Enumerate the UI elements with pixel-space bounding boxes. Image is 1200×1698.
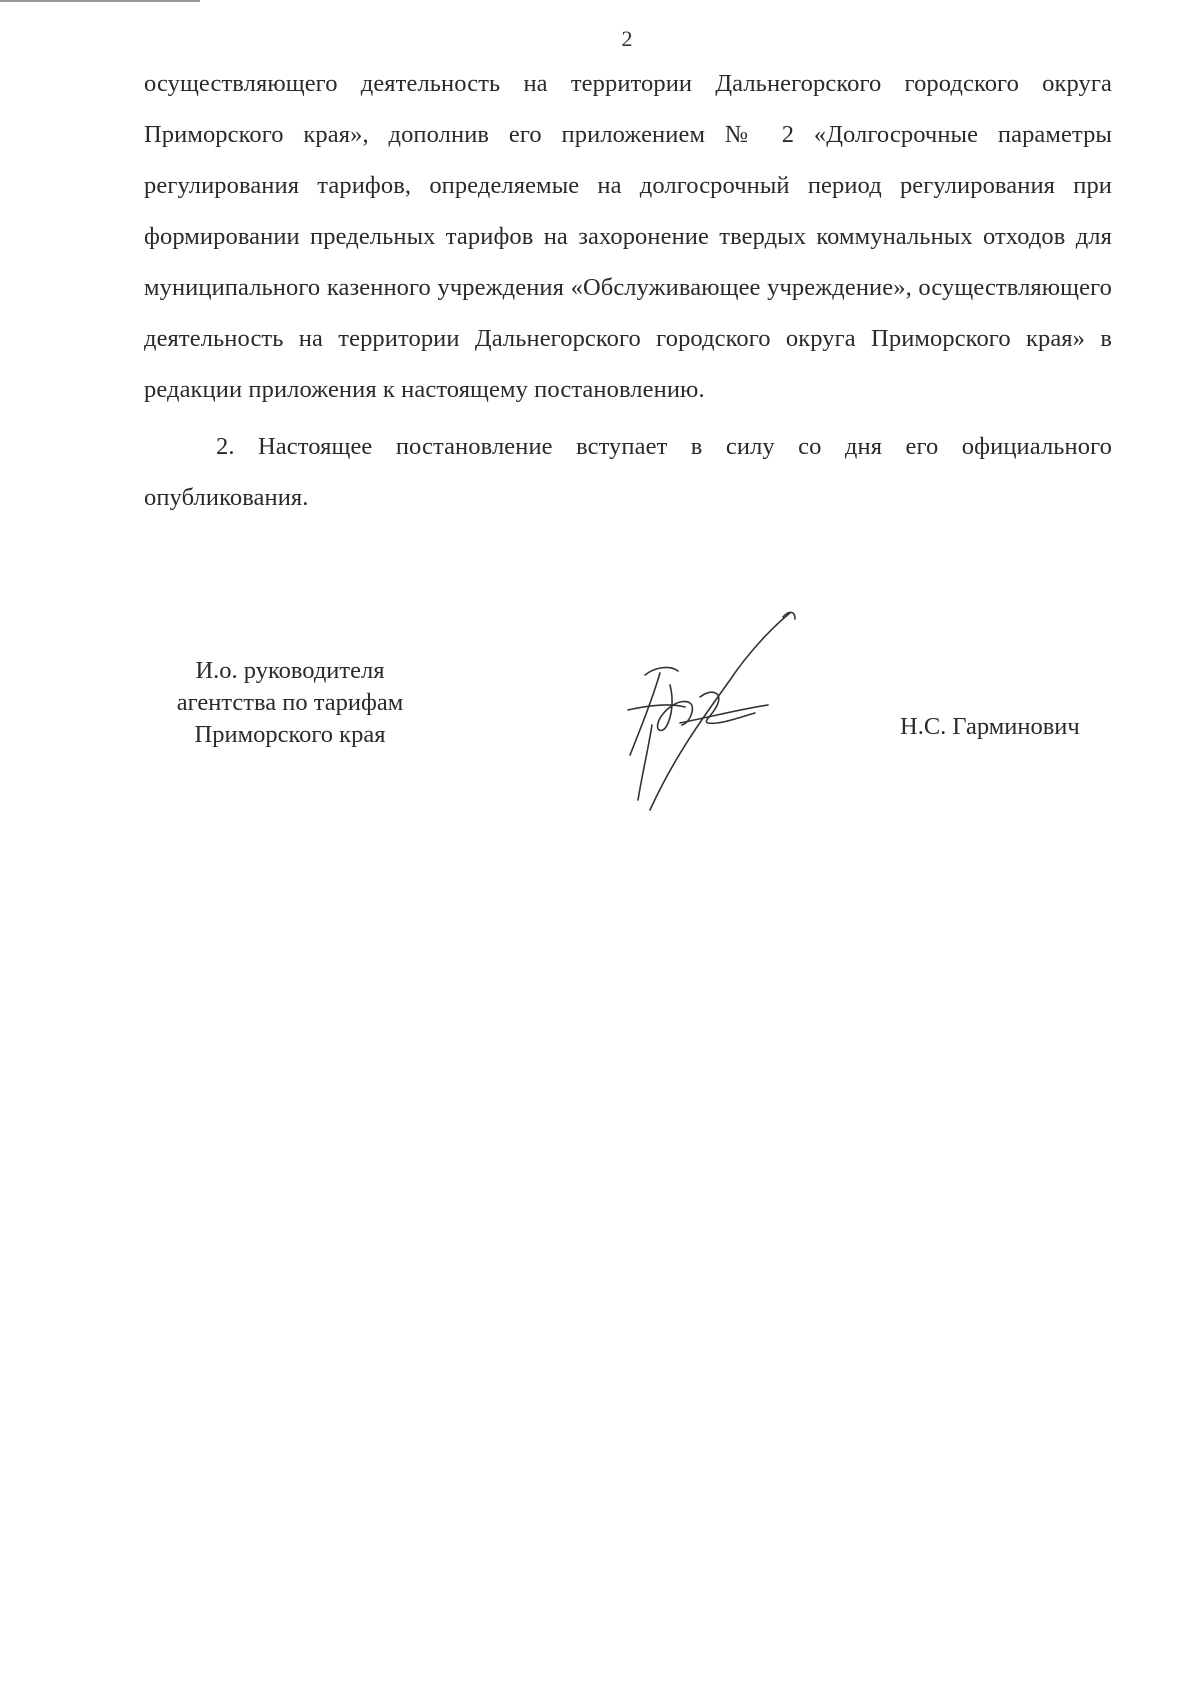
handwritten-signature (590, 605, 820, 815)
signatory-position (120, 655, 460, 751)
scan-edge-mark (0, 0, 200, 2)
paragraph-continuation: осуществляющего деятельность на территории Дальнегорского городского округа Приморского края», дополнив его приложением № 2 «Долгосрочные параметры регулирования тарифов, определяемые на долгосрочный период регулирования при формировании предельных тарифов на захоронение твердых коммунальных отходов для муниципального казенного учреждения «Обслуживающее учреждение», осуществляющего деятельность на территории Дальнегорского городского округа Приморского края» в редакции приложения к настоящему постановлению. (144, 70, 1112, 403)
position-line-3: Приморского края (194, 721, 386, 748)
paragraph-2: 2. Настоящее постановление вступает в силу со дня его официального опубликования. (144, 433, 1112, 511)
signer-name: Н.С. Гарминович (900, 713, 1080, 740)
document-body (144, 58, 1112, 523)
position-line-2: агентства по тарифам (176, 689, 404, 716)
position-line-1: И.о. руководителя (195, 657, 385, 684)
page-number: 2 (621, 26, 633, 51)
